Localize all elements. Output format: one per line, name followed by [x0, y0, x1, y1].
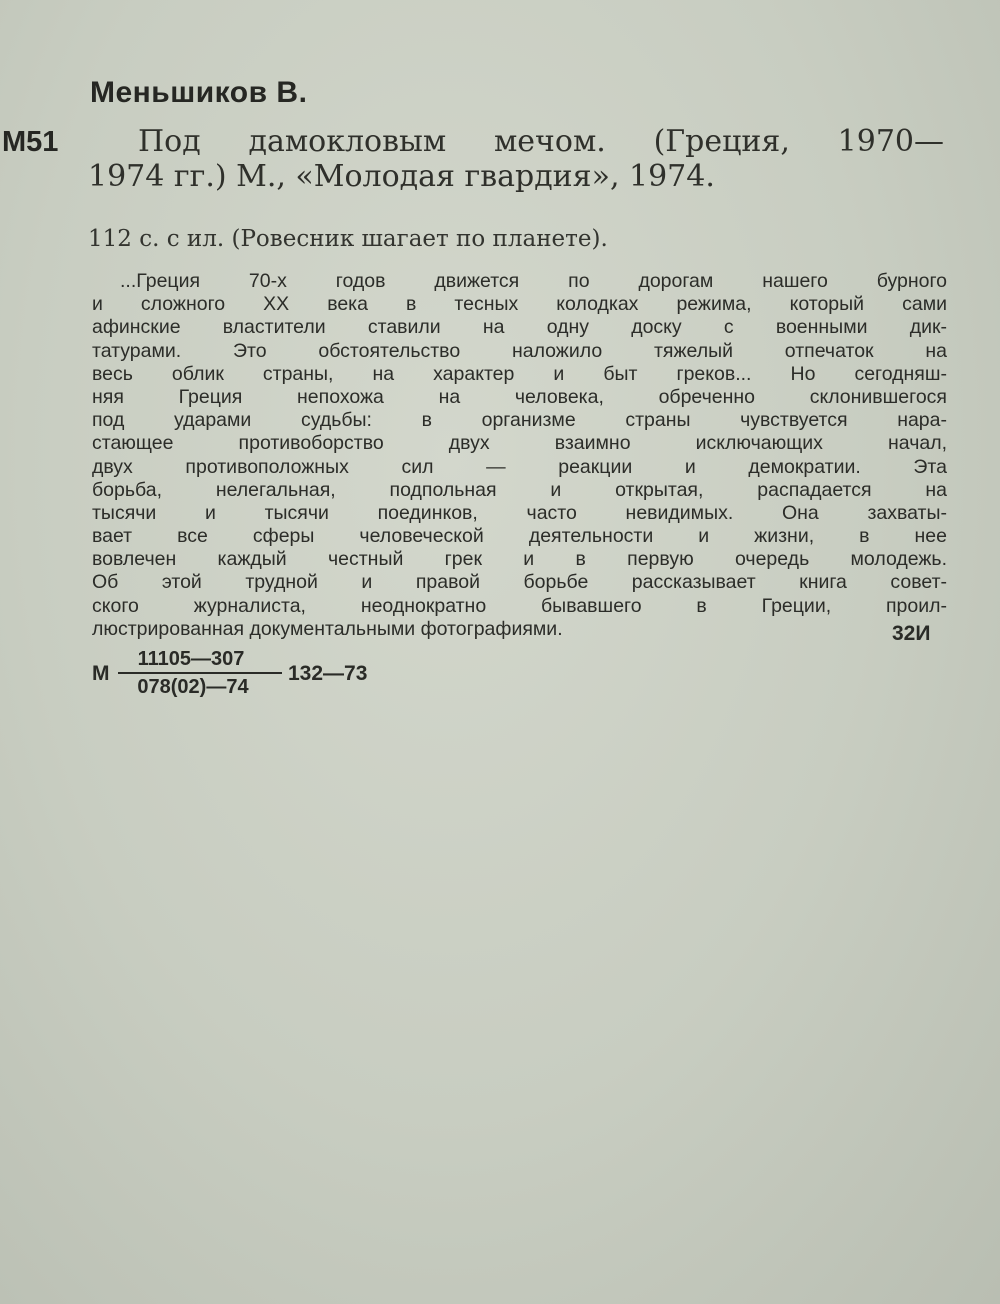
annotation-line: стающее противоборство двух взаимно исключающих начал, — [92, 432, 947, 455]
index-code: М51 — [2, 126, 59, 158]
pages-info: 112 с. с ил. (Ровесник шагает по планете). — [88, 226, 608, 252]
publisher-index-numerator: 11105—307 — [118, 646, 282, 674]
annotation-line: под ударами судьбы: в организме страны чувствуется нара- — [92, 409, 947, 432]
annotation-line: люстрированная документальными фотографиями. — [92, 617, 563, 640]
publisher-index-fraction — [118, 646, 282, 700]
title-line-2: 1974 гг.) М., «Молодая гвардия», 1974. — [88, 159, 715, 194]
annotation-line: вает все сферы человеческой деятельности и жизни, в нее — [92, 525, 947, 548]
annotation-line: борьба, нелегальная, подпольная и открытая, распадается на — [92, 478, 947, 501]
classification-code: 32И — [892, 622, 931, 645]
annotation-text — [92, 270, 947, 641]
annotation-line: двух противоположных сил — реакции и демократии. Эта — [92, 455, 947, 478]
publisher-index-suffix: 132—73 — [288, 662, 368, 685]
annotation-line: весь облик страны, на характер и быт греков... Но сегодняш- — [92, 362, 947, 385]
publisher-index-denominator: 078(02)—74 — [137, 676, 249, 698]
annotation-line: Об этой трудной и правой борьбе рассказывает книга совет- — [92, 571, 947, 594]
author-name: Меньшиков В. — [90, 76, 308, 109]
annotation-line: ...Греция 70-х годов движется по дорогам нашего бурного — [120, 270, 947, 292]
annotation-line: вовлечен каждый честный грек и в первую очередь молодежь. — [92, 548, 947, 571]
annotation-line: татурами. Это обстоятельство наложило тяжелый отпечаток на — [92, 339, 947, 362]
publisher-index-letter: М — [92, 662, 110, 685]
annotation-line: няя Греция непохожа на человека, обреченно склонившегося — [92, 385, 947, 408]
title-line-1: Под дамокловым мечом. (Греция, 1970— — [138, 124, 944, 159]
annotation-line: афинские властители ставили на одну доску с военными дик- — [92, 316, 947, 339]
annotation-line: ского журналиста, неоднократно бывавшего в Греции, проил- — [92, 594, 947, 617]
annotation-line: и сложного XX века в тесных колодках режима, который сами — [92, 293, 947, 316]
annotation-line: тысячи и тысячи поединков, часто невидимых. Она захваты- — [92, 501, 947, 524]
